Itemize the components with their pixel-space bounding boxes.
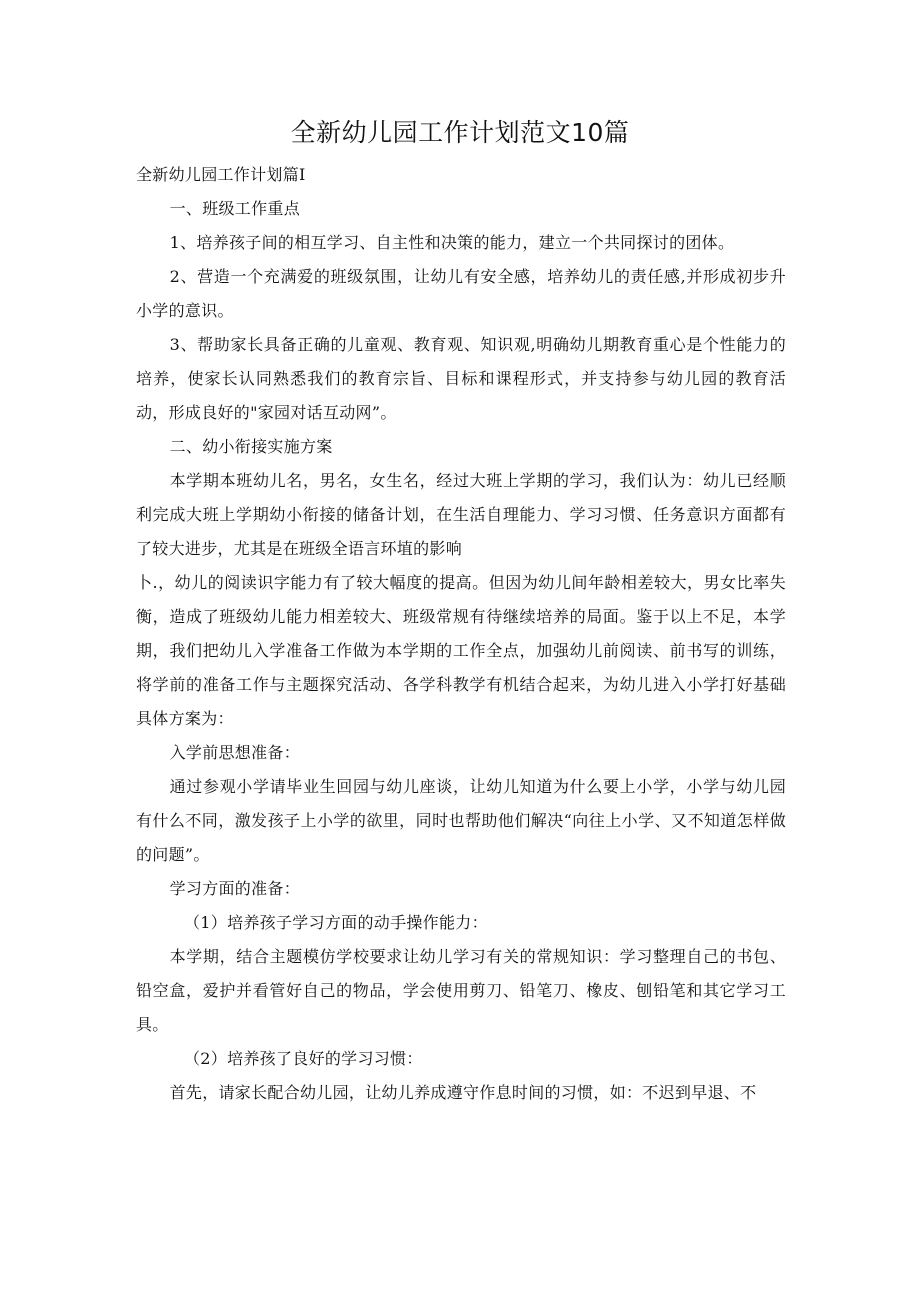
- paragraph: 1、培养孩子间的相互学习、自主性和决策的能力，建立一个共同探讨的团体。: [169, 233, 735, 252]
- paragraph: 首先，请家长配合幼儿园，让幼儿养成遵守作息时间的习惯，如：不迟到早退、不: [169, 1083, 757, 1102]
- subheading: （1）培养孩子学习方面的动手操作能力：: [184, 913, 488, 932]
- subheading: 学习方面的准备：: [169, 879, 300, 898]
- document-title: 全新幼儿园工作计划范文10篇: [290, 118, 630, 147]
- paragraph: 本学期，结合主题模仿学校要求让幼儿学习有关的常规知识：学习整理自己的书包、铅空盒，爱护并看管好自己的物品，学会使用剪刀、铅笔刀、橡皮、刨铅笔和其它学习工具。: [136, 947, 786, 1034]
- subheading: 入学前思想准备：: [169, 743, 300, 762]
- subheading: （2）培养孩了良好的学习习惯：: [184, 1049, 423, 1068]
- paragraph: 卜.，幼儿的阅读识字能力有了较大幅度的提高。但因为幼儿间年龄相差较大，男女比率失衡，造成了班级幼儿能力相差较大、班级常规有待继续培养的局面。鉴于以上不足，本学期，我们把幼儿入学准备工作做为本学期的工作全点，加强幼儿前阅读、前书写的训练，将学前的准备工作与主题探究活动、各学科教学有机结合起来，为幼儿进入小学打好基础具体方案为：: [136, 573, 786, 728]
- paragraph: 本学期本班幼儿名，男名，女生名，经过大班上学期的学习，我们认为：幼儿已经顺利完成大班上学期幼小衔接的储备计划，在生活自理能力、学习习惯、任务意识方面都有了较大进步，尤其是在班级全语言环埴的影响: [136, 471, 786, 558]
- paragraph: 2、营造一个充满爱的班级氛围，让幼儿有安全感，培养幼儿的责任感,并形成初步升小学的意识。: [136, 267, 786, 320]
- document-body: [136, 158, 786, 1110]
- section-heading: 二、幼小衔接实施方案: [169, 437, 333, 456]
- paragraph: 3、帮助家长具备正确的儿童观、教育观、知识观,明确幼儿期教育重心是个性能力的培养，使家长认同熟悉我们的教育宗旨、目标和课程形式，并支持参与幼儿园的教育活动，形成良好的"家园对话互动网”。: [136, 335, 786, 422]
- section-heading: 一、班级工作重点: [169, 199, 300, 218]
- section-subtitle: 全新幼儿园工作计划篇I: [136, 165, 306, 184]
- paragraph: 通过参观小学请毕业生回园与幼儿座谈，让幼儿知道为什么要上小学，小学与幼儿园有什么不同，激发孩子上小学的欲里，同时也帮助他们解决“向往上小学、又不知道怎样做的问题”。: [136, 777, 786, 864]
